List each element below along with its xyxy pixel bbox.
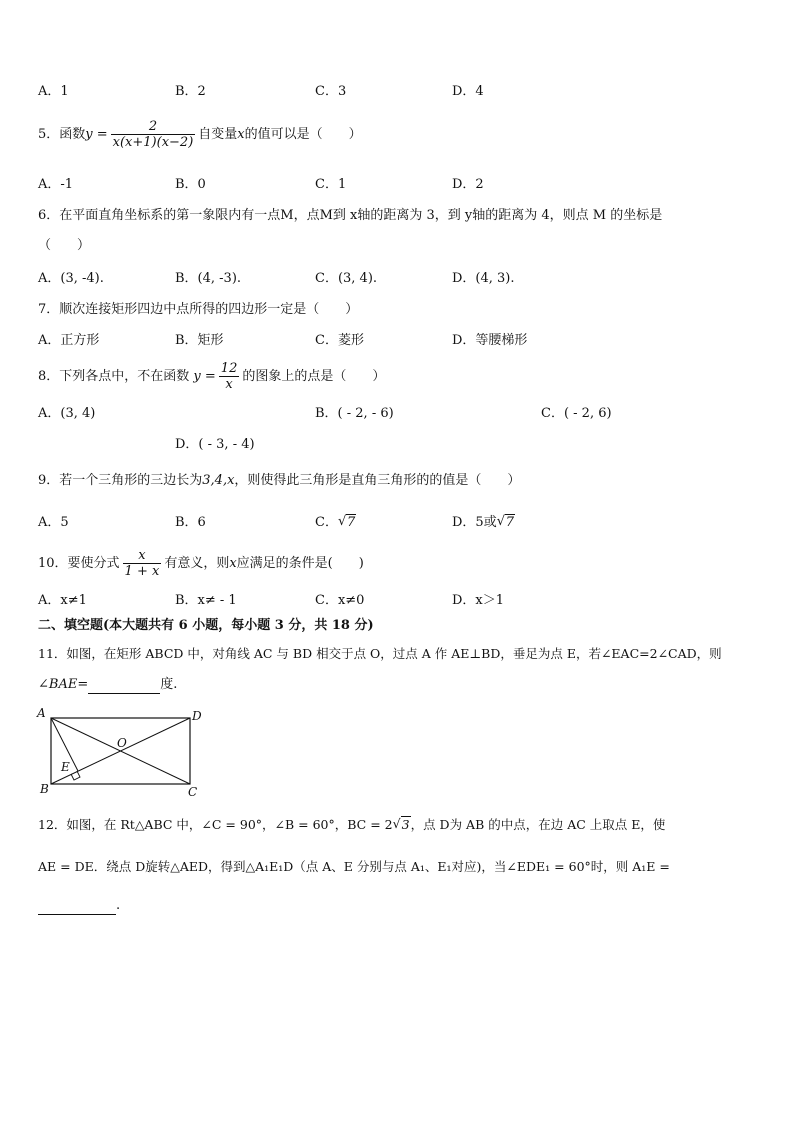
q10-suffix: 有意义，则 [164,556,230,571]
q12-radicand: 3 [401,817,410,832]
q4-option-d: D．4 [452,84,484,99]
q7-stem: 7．顺次连接矩形四边中点所得的四边形一定是（ ） [38,302,359,317]
q9-stem [38,472,520,490]
q5-frac-num: 2 [111,119,196,135]
q10-option-a: A．x≠1 [38,593,87,608]
q10-frac-den: 1 + x [124,564,160,579]
label-d: D [192,709,202,723]
q9-suffix: ，则使得此三角形是直角三角形的的值是（ ） [234,473,521,488]
q6-stem: 6．在平面直角坐标系的第一象限内有一点M，点M到 x轴的距离为 3，到 y轴的距离为 4，则点 M 的坐标是 [38,208,663,223]
q9-option-c-radical [338,514,356,532]
q10-fraction [123,548,162,579]
q9-option-a: A．5 [38,515,69,530]
q10-option-b: B．x≠ - 1 [175,593,237,608]
q7-option-a: A．正方形 [38,333,100,348]
q9-prefix: 9．若一个三角形的三边长为 [38,473,203,488]
q4-option-c: C．3 [315,84,347,99]
q6-option-a: A．(3, -4). [38,271,104,286]
q9-option-b: B．6 [175,515,206,530]
q9-option-c-label: C． [315,515,338,530]
q12-answer-blank[interactable] [38,900,116,915]
q12-line2: AE = DE．绕点 D旋转△AED，得到△A₁E₁D（点 A、E 分别与点 A₁、E₁对应)，当∠EDE₁ = 60°时，则 A₁E = [38,859,670,874]
q5-fraction [111,119,196,150]
q7-option-b: B．矩形 [175,333,224,348]
q10-var: x [229,556,237,571]
q9-option-c-radicand: 7 [346,515,356,530]
q5-stem [38,118,362,152]
q10-option-c: C．x≠0 [315,593,365,608]
q12-line3-suffix: . [116,898,121,913]
q8-option-c: C．( - 2, 6) [541,406,612,421]
q5-suffix: 自变量 [198,127,238,142]
q6-stem-paren: （ ） [38,238,91,253]
q12-line1 [38,816,665,834]
q10-suffix2: 应满足的条件是( ) [236,556,364,571]
q5-suffix2: 的值可以是（ ） [244,127,362,142]
q8-fraction [219,361,240,392]
label-a: A [37,706,46,720]
q6-option-c: C．(3, 4). [315,271,378,286]
q8-suffix: 的图象上的点是（ ） [242,369,386,384]
q5-option-d: D．2 [452,177,484,192]
label-c: C [188,785,198,799]
q8-stem [38,359,385,395]
q11-stem: 11．如图，在矩形 ABCD 中，对角线 AC 与 BD 相交于点 O，过点 A 作 AE⊥BD，垂足为点 E，若∠EAC=2∠CAD，则 [38,646,722,661]
q8-frac-num: 12 [220,361,238,376]
label-o: O [117,736,127,750]
q9-option-d-radicand: 7 [505,515,514,530]
q6-option-d: D．(4, 3). [452,271,515,286]
q4-option-b: B．2 [175,84,206,99]
q5-option-b: B．0 [175,177,206,192]
q5-option-c: C．1 [315,177,347,192]
q5-frac-den: x(x+1)(x−2) [112,135,194,150]
q8-func-lhs: y = [193,369,216,384]
q10-frac-num: x [123,548,162,564]
q11-line2-suffix: 度. [160,677,178,692]
q8-prefix: 8．下列各点中，不在函数 [38,369,190,384]
q12-radical [393,816,411,834]
q11-rectangle-figure [34,704,204,800]
q12-line1-text: 12．如图，在 Rt△ABC 中，∠C = 90°，∠B = 60°，BC = 2 [38,817,393,832]
q6-option-b: B．(4, -3). [175,271,242,286]
q8-option-d: D．( - 3, - 4) [175,437,255,452]
q5-prefix: 5．函数 [38,127,86,142]
q9-option-d-label: D．5或 [452,515,497,530]
q7-option-c: C．菱形 [315,333,364,348]
q10-stem [38,546,364,582]
q10-option-d: D．x＞1 [452,593,505,608]
q8-option-a: A．(3, 4) [38,406,96,421]
q10-prefix: 10．要使分式 [38,556,120,571]
label-e: E [61,760,70,774]
q8-frac-den: x [225,377,233,392]
q5-option-a: A．-1 [38,177,74,192]
section-title: 二、填空题(本大题共有 6 小题，每小题 3 分，共 18 分) [38,618,374,633]
q12-line1-rest: ，点 D为 AB 的中点，在边 AC 上取点 E，使 [410,817,666,832]
q11-answer-line [38,676,177,694]
q9-option-d [452,514,515,532]
q5-func-lhs: y = [85,127,108,142]
q4-option-a: A．1 [38,84,69,99]
q11-line2-prefix: ∠BAE= [38,677,89,692]
q7-option-d: D．等腰梯形 [452,333,528,348]
q12-answer-line [38,897,120,915]
q5-var: x [237,127,245,142]
q9-sides: 3,4,x [202,473,235,488]
q11-answer-blank[interactable] [88,679,160,694]
q9-option-c [315,514,356,532]
q8-option-b: B．( - 2, - 6) [315,406,394,421]
q9-option-d-radical [497,514,515,532]
label-b: B [40,782,49,796]
